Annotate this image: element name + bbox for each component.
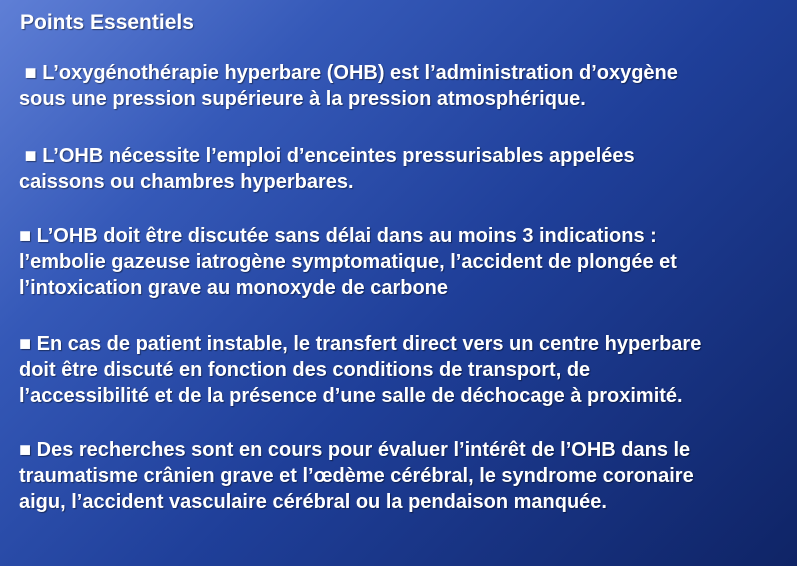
bullet-line: aigu, l’accident vasculaire cérébral ou la pendaison manquée.	[19, 491, 607, 513]
bullet-item	[19, 223, 791, 301]
bullet-line: l’embolie gazeuse iatrogène symptomatique, l’accident de plongée et	[19, 251, 677, 273]
bullet-line: doit être discuté en fonction des conditions de transport, de	[19, 359, 591, 381]
bullet-item	[19, 437, 791, 515]
bullet-item	[19, 143, 791, 195]
bullet-line: ■ En cas de patient instable, le transfert direct vers un centre hyperbare	[19, 333, 702, 355]
bullet-item	[19, 331, 791, 409]
bullet-line: l’intoxication grave au monoxyde de carbone	[19, 277, 448, 299]
bullet-line: ■ L’OHB nécessite l’emploi d’enceintes pressurisables appelées	[19, 145, 635, 167]
bullet-line: sous une pression supérieure à la pression atmosphérique.	[19, 88, 586, 110]
bullet-line: traumatisme crânien grave et l’œdème cérébral, le syndrome coronaire	[19, 465, 694, 487]
bullet-line: ■ Des recherches sont en cours pour évaluer l’intérêt de l’OHB dans le	[19, 439, 691, 461]
bullet-item	[19, 60, 791, 112]
bullet-line: ■ L’oxygénothérapie hyperbare (OHB) est l’administration d’oxygène	[19, 62, 678, 84]
bullet-line: ■ L’OHB doit être discutée sans délai dans au moins 3 indications :	[19, 225, 657, 247]
bullet-line: l’accessibilité et de la présence d’une salle de déchocage à proximité.	[19, 385, 683, 407]
bullet-line: caissons ou chambres hyperbares.	[19, 171, 354, 193]
slide-title: Points Essentiels	[20, 11, 194, 34]
